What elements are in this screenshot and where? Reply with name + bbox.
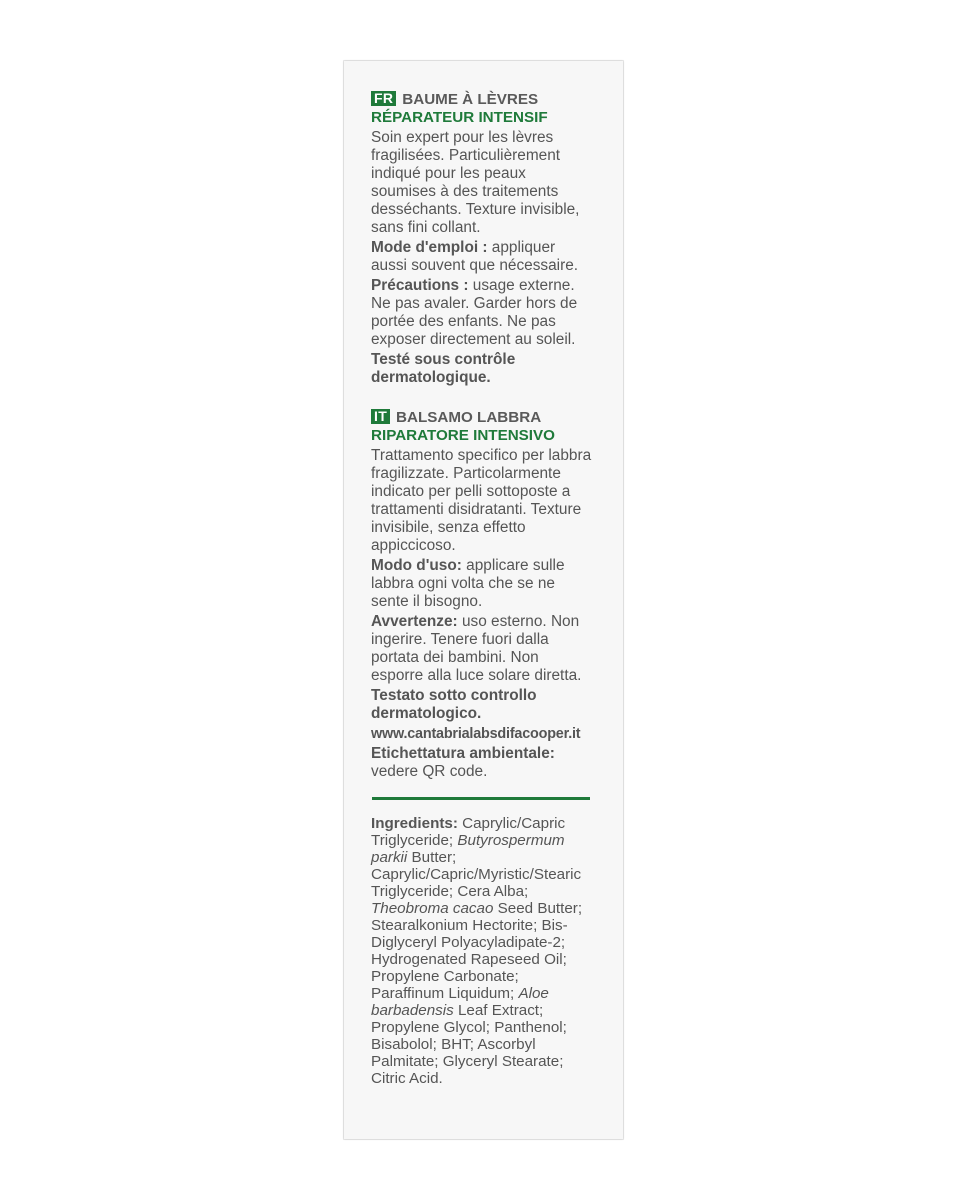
it-language-tag: IT (371, 409, 390, 424)
ingredients-part3: Seed Butter; Stearalkonium Hectorite; Bis-Diglyceryl Polyacyladipate-2; Hydrogenated Rapeseed Oil; Propylene Carbonate; Paraffinum Liquidum; (371, 900, 583, 1002)
ingredients-label: Ingredients: (371, 815, 458, 832)
it-warnings (371, 613, 593, 685)
fr-tested (371, 351, 593, 387)
ingredients-italic2: Theobroma cacao (371, 900, 494, 917)
fr-language-tag: FR (371, 91, 396, 106)
fr-title-line1: BAUME À LÈVRES (402, 91, 539, 108)
it-usage-text: applicare sulle labbra ogni volta che se ne sente il bisogno. (371, 557, 565, 610)
it-title-line2: RIPARATORE INTENSIVO (371, 427, 555, 444)
fr-tested-text: Testé sous contrôle dermatologique. (371, 351, 516, 386)
fr-usage-text: appliquer aussi souvent que nécessaire. (371, 239, 579, 274)
fr-precautions-label: Précautions : (371, 277, 469, 294)
section-divider (372, 797, 590, 800)
fr-precautions-text: usage externe. Ne pas avaler. Garder hors de portée des enfants. Ne pas exposer directement au soleil. (371, 277, 578, 348)
it-description: Trattamento specifico per labbra fragilizzate. Particolarmente indicato per pelli sottoposte a trattamenti disidratanti. Texture invisibile, senza effetto appiccicoso. (371, 447, 592, 554)
ingredients-part1: Caprylic/Capric Triglyceride; (371, 815, 566, 849)
it-heading (371, 409, 593, 445)
label-content (371, 91, 593, 1087)
fr-description: Soin expert pour les lèvres fragilisées. Particulièrement indiqué pour les peaux soumises à des traitements desséchants. Texture invisible, sans fini collant. (371, 129, 580, 236)
it-environment (371, 745, 593, 781)
ingredients-part2: Butter; Caprylic/Capric/Myristic/Stearic Triglyceride; Cera Alba; (371, 849, 582, 900)
it-env-text: vedere QR code. (371, 763, 488, 780)
it-usage (371, 557, 593, 611)
it-section (371, 409, 593, 781)
ingredients-italic1: Butyrospermum parkii (371, 832, 565, 866)
it-tested (371, 687, 593, 723)
fr-precautions (371, 277, 593, 349)
it-website (371, 725, 593, 743)
product-label-panel (344, 61, 623, 1139)
fr-title-line2: RÉPARATEUR INTENSIF (371, 109, 548, 126)
ingredients-list (371, 815, 593, 1087)
ingredients-section (371, 815, 593, 1087)
fr-usage-label: Mode d'emploi : (371, 239, 488, 256)
it-warnings-text: uso esterno. Non ingerire. Tenere fuori dalla portata dei bambini. Non esporre alla luce solare diretta. (371, 613, 582, 684)
website-link[interactable]: www.cantabrialabsdifacooper.it (371, 726, 581, 742)
ingredients-italic3: Aloe barbadensis (371, 985, 549, 1019)
fr-heading (371, 91, 593, 127)
it-title-line1: BALSAMO LABBRA (396, 409, 542, 426)
ingredients-part4: Leaf Extract; Propylene Glycol; Panthenol; Bisabolol; BHT; Ascorbyl Palmitate; Glyceryl Stearate; Citric Acid. (371, 1002, 567, 1087)
it-tested-text: Testato sotto controllo dermatologico. (371, 687, 537, 722)
fr-section (371, 91, 593, 387)
it-env-label: Etichettatura ambientale: (371, 745, 555, 762)
it-usage-label: Modo d'uso: (371, 557, 462, 574)
fr-usage (371, 239, 593, 275)
it-warnings-label: Avvertenze: (371, 613, 458, 630)
